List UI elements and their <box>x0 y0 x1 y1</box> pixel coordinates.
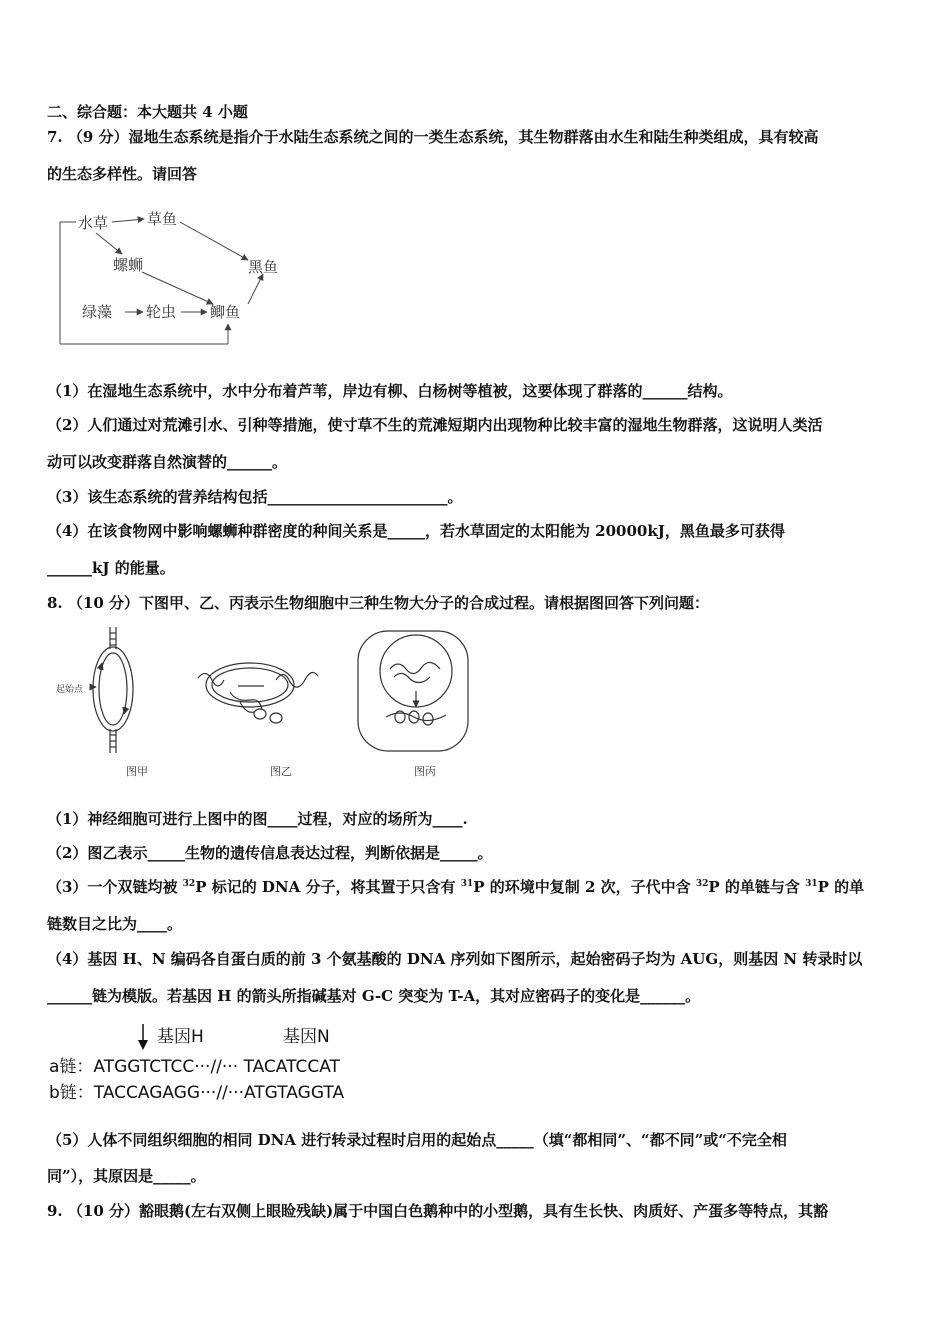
q7-sub2-line2: 动可以改变群落自然演替的______。 <box>47 453 288 471</box>
q8-sub5-line2: 同”），其原因是_____。 <box>47 1167 206 1185</box>
node-shuicao: 水草 <box>78 214 109 232</box>
gene-h-label: 基因H <box>157 1027 204 1047</box>
fig-bing-caption: 图丙 <box>414 765 436 778</box>
node-luoshi: 螺蛳 <box>113 256 144 274</box>
node-lunchong: 轮虫 <box>146 303 177 321</box>
node-lvzao: 绿藻 <box>82 303 113 321</box>
q7-sub4-line2: ______kJ 的能量。 <box>47 559 175 577</box>
q8-sub2: （2）图乙表示_____生物的遗传信息表达过程，判断依据是_____。 <box>47 844 493 862</box>
q8-sub4-line2: ______链为模版。若基因 H 的箭头所指碱基对 G-C 突变为 T-A，其对应密码子的变化是______。 <box>47 987 701 1005</box>
figure-jia <box>50 625 160 785</box>
q7-stem-line2: 的生态多样性。请回答 <box>47 165 198 183</box>
q9-stem: 9. （10 分）豁眼鹅(左右双侧上眼睑残缺)属于中国白色鹅种中的小型鹅，具有生长快、肉质好、产蛋多等特点，其豁 <box>47 1202 829 1220</box>
food-web-diagram <box>50 200 300 350</box>
q8-sub3-line1: （3）一个双链均被 $^{32}$P 标记的 DNA 分子，将其置于只含有 $^{31}$P 的环境中复制 2 次，子代中含 $^{32}$P 的单链与含 $^{31}$P 的单 <box>47 878 865 896</box>
section-heading: 二、综合题：本大题共 4 小题 <box>47 103 248 121</box>
q8-stem: 8. （10 分）下图甲、乙、丙表示生物细胞中三种生物大分子的合成过程。请根据图回答下列问题： <box>47 594 709 612</box>
figure-bing <box>350 625 480 785</box>
q7-stem-line1: 7. （9 分）湿地生态系统是指介于水陆生态系统之间的一类生态系统，其生物群落由水生和陆生种类组成，具有较高 <box>47 128 819 146</box>
q8-sub5-line1: （5）人体不同组织细胞的相同 DNA 进行转录过程时启用的起始点_____（填“都相同”、“都不同”或“不完全相 <box>47 1131 787 1149</box>
q8-sub1: （1）神经细胞可进行上图中的图____过程，对应的场所为____. <box>47 810 468 828</box>
node-heiyu: 黑鱼 <box>248 258 279 276</box>
b-chain: b链：TACCAGAGG···//···ATGTAGGTA <box>49 1083 345 1103</box>
q7-sub2-line1: （2）人们通过对荒滩引水、引种等措施，使寸草不生的荒滩短期内出现物种比较丰富的湿地生物群落，这说明人类活 <box>47 416 823 434</box>
gene-sequence-figure <box>45 1020 385 1110</box>
q8-sub4-line1: （4）基因 H、N 编码各自蛋白质的前 3 个氨基酸的 DNA 序列如下图所示，起始密码子均为 AUG，则基因 N 转录时以 <box>47 950 863 968</box>
node-caoyu: 草鱼 <box>147 210 178 228</box>
q7-sub4-line1: （4）在该食物网中影响螺蛳种群密度的种间关系是_____，若水草固定的太阳能为 20000kJ，黑鱼最多可获得 <box>47 522 785 540</box>
gene-n-label: 基因N <box>283 1027 330 1047</box>
q8-sub3-line2: 链数目之比为____。 <box>47 915 183 933</box>
node-jiyu: 鲫鱼 <box>210 303 241 321</box>
q7-sub1: （1）在湿地生态系统中，水中分布着芦苇，岸边有柳、白杨树等植被，这要体现了群落的______结构。 <box>47 382 733 400</box>
fig-jia-caption: 图甲 <box>126 765 148 778</box>
origin-label: 起始点 <box>56 685 84 695</box>
figure-yi <box>190 640 330 785</box>
fig-yi-caption: 图乙 <box>270 765 292 778</box>
q7-sub3: （3）该生态系统的营养结构包括________________________。 <box>47 488 463 506</box>
a-chain: a链：ATGGTCTCC···//··· TACATCCAT <box>49 1057 340 1077</box>
